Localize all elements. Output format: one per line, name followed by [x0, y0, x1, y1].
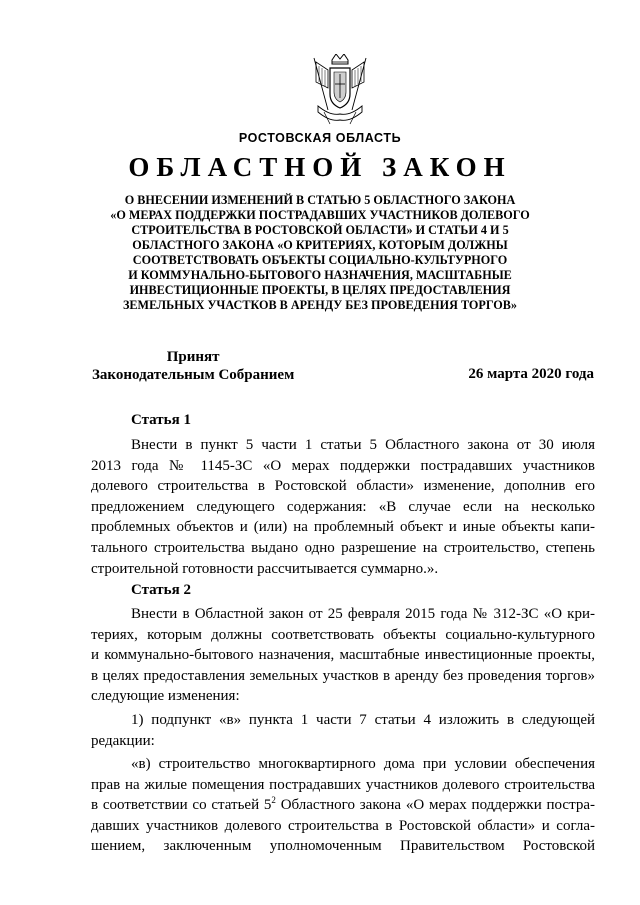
subtitle-line: И КОММУНАЛЬНО-БЫТОВОГО НАЗНАЧЕНИЯ, МАСШТАБНЫЕ	[128, 268, 512, 282]
text-line: териях, которым должны соответствовать объекты социально-культурного	[91, 626, 595, 643]
coat-of-arms-icon	[310, 54, 370, 126]
article-1-text	[91, 435, 595, 579]
text-line: 1) подпункт «в» пункта 1 части 7 статьи 4 изложить в следующей	[131, 712, 595, 728]
text-line-with-superscript	[91, 795, 595, 816]
text-line: проблемных объектов и (или) на проблемный объект и иные объекты капи-	[91, 519, 595, 536]
text-line: 2013 года № 1145-ЗС «О мерах поддержки пострадавших участников	[91, 457, 595, 474]
article-2-intro	[91, 604, 595, 707]
region-name: РОСТОВСКАЯ ОБЛАСТЬ	[238, 131, 402, 145]
text-line: прав на жилые помещения пострадавших участников долевого строительства	[91, 776, 595, 793]
adopted-by: Законодательным Собранием	[92, 367, 295, 383]
adoption-date: 26 марта 2020 года	[468, 366, 594, 382]
text-line: редакции:	[91, 732, 155, 749]
document-title: ОБЛАСТНОЙ ЗАКОН	[128, 152, 512, 182]
text-line: следующие изменения:	[91, 688, 240, 705]
adopted-label: Принят	[166, 349, 220, 365]
subtitle-line: ИНВЕСТИЦИОННЫЕ ПРОЕКТЫ, В ЦЕЛЯХ ПРЕДОСТАВЛЕНИЯ	[129, 283, 511, 297]
text-line: давших участников долевого строительства в Ростовской области» и согла-	[91, 817, 595, 834]
text-line: «в) строительство многоквартирного дома при условии обеспечения	[131, 756, 595, 772]
quote-text: Областного закона «О мерах поддержки постра-	[275, 797, 595, 814]
subtitle-line: СТРОИТЕЛЬСТВА В РОСТОВСКОЙ ОБЛАСТИ» И СТАТЬИ 4 И 5	[131, 223, 509, 237]
text-line: шением, заключенным уполномоченным Правительством Ростовской	[91, 838, 595, 855]
superscript: 2	[271, 795, 276, 806]
text-line: предложением следующего содержания: «В случае если на несколько	[91, 498, 595, 515]
text-line: строительной готовности рассчитывается суммарно.».	[91, 560, 439, 577]
article-1-heading: Статья 1	[131, 412, 191, 428]
subtitle-line: ЗЕМЕЛЬНЫХ УЧАСТКОВ В АРЕНДУ БЕЗ ПРОВЕДЕНИЯ ТОРГОВ»	[123, 298, 517, 312]
text-line: тального строительства выдано одно разрешение на строительство, степень	[91, 539, 595, 556]
text-line: Внести в пункт 5 части 1 статьи 5 Областного закона от 30 июля	[131, 437, 595, 453]
text-line: долевого строительства в Ростовской области» изменение, дополнив его	[91, 478, 595, 495]
article-2-quote	[91, 754, 595, 857]
text-line: и коммунально-бытового назначения, масштабные инвестиционные проекты,	[91, 647, 595, 664]
text-line: в целях предоставления земельных участков в аренду без проведения торгов»	[91, 667, 595, 684]
subtitle-line: СООТВЕТСТВОВАТЬ ОБЪЕКТЫ СОЦИАЛЬНО-КУЛЬТУРНОГО	[132, 253, 508, 267]
law-subtitle	[80, 193, 560, 313]
subtitle-line: О ВНЕСЕНИИ ИЗМЕНЕНИЙ В СТАТЬЮ 5 ОБЛАСТНОГО ЗАКОНА	[124, 193, 516, 207]
subtitle-line: ОБЛАСТНОГО ЗАКОНА «О КРИТЕРИЯХ, КОТОРЫМ ДОЛЖНЫ	[132, 238, 508, 252]
subtitle-line: «О МЕРАХ ПОДДЕРЖКИ ПОСТРАДАВШИХ УЧАСТНИКОВ ДОЛЕВОГО	[110, 208, 530, 222]
article-2-item-1	[91, 710, 595, 751]
text-line: Внести в Областной закон от 25 февраля 2015 года № 312-ЗС «О кри-	[131, 606, 595, 622]
quote-text: в соответствии со статьей 5	[91, 797, 272, 814]
article-2-heading: Статья 2	[131, 582, 191, 598]
adoption-block	[92, 348, 294, 384]
